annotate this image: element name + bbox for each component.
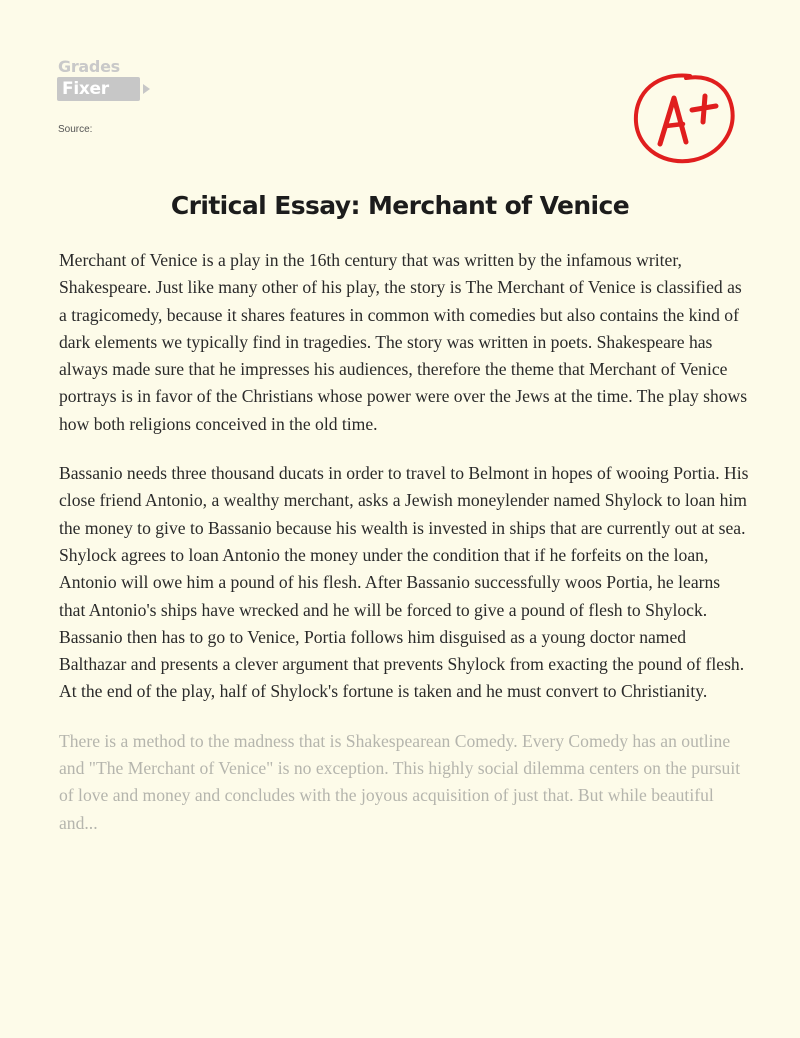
logo-arrow-icon bbox=[143, 84, 150, 94]
essay-paragraph: Merchant of Venice is a play in the 16th century that was written by the infamous writer, Shakespeare. Just like many other of his play, the story is The Merchant of Venice is classified as a tragicomedy, because it shares features in common with comedies but also contains the kind of dark elements we typically find in tragedies. The story was written in poets. Shakespeare has always made sure that he impresses his audiences, therefore the theme that Merchant of Venice portrays is in favor of the Christians whose power were over the Jews at the time. The play shows how both religions conceived in the old time. bbox=[59, 250, 748, 434]
logo-fixer-text: Fixer bbox=[62, 79, 109, 99]
essay-paragraph-faded: There is a method to the madness that is Shakespearean Comedy. Every Comedy has an outline and "The Merchant of Venice" is no exception. This highly social dilemma centers on the pursuit of love and money and concludes with the joyous acquisition of just that. But while beautiful and... bbox=[59, 730, 741, 833]
essay-body bbox=[59, 247, 749, 859]
source-label: Source: bbox=[58, 124, 93, 135]
gradesfixer-logo[interactable] bbox=[57, 57, 157, 103]
logo-grades-text: Grades bbox=[58, 57, 120, 76]
logo-fixer-box bbox=[57, 77, 140, 101]
content-fade-overlay bbox=[0, 880, 800, 1038]
essay-title: Critical Essay: Merchant of Venice bbox=[170, 191, 630, 220]
a-plus-stamp-icon bbox=[628, 70, 740, 168]
essay-paragraph: Bassanio needs three thousand ducats in order to travel to Belmont in hopes of wooing Portia. His close friend Antonio, a wealthy merchant, asks a Jewish moneylender named Shylock to loan him the money to give to Bassanio because his wealth is invested in ships that are currently out at sea. Shylock agrees to loan Antonio the money under the condition that if he forfeits on the loan, Antonio will owe him a pound of his flesh. After Bassanio successfully woos Portia, he learns that Antonio's ships have wrecked and he will be forced to give a pound of flesh to Shylock. Bassanio then has to go to Venice, Portia follows him disguised as a young doctor named Balthazar and presents a clever argument that prevents Shylock from exacting the pound of flesh. At the end of the play, half of Shylock's fortune is taken and he must convert to Christianity. bbox=[59, 463, 749, 702]
